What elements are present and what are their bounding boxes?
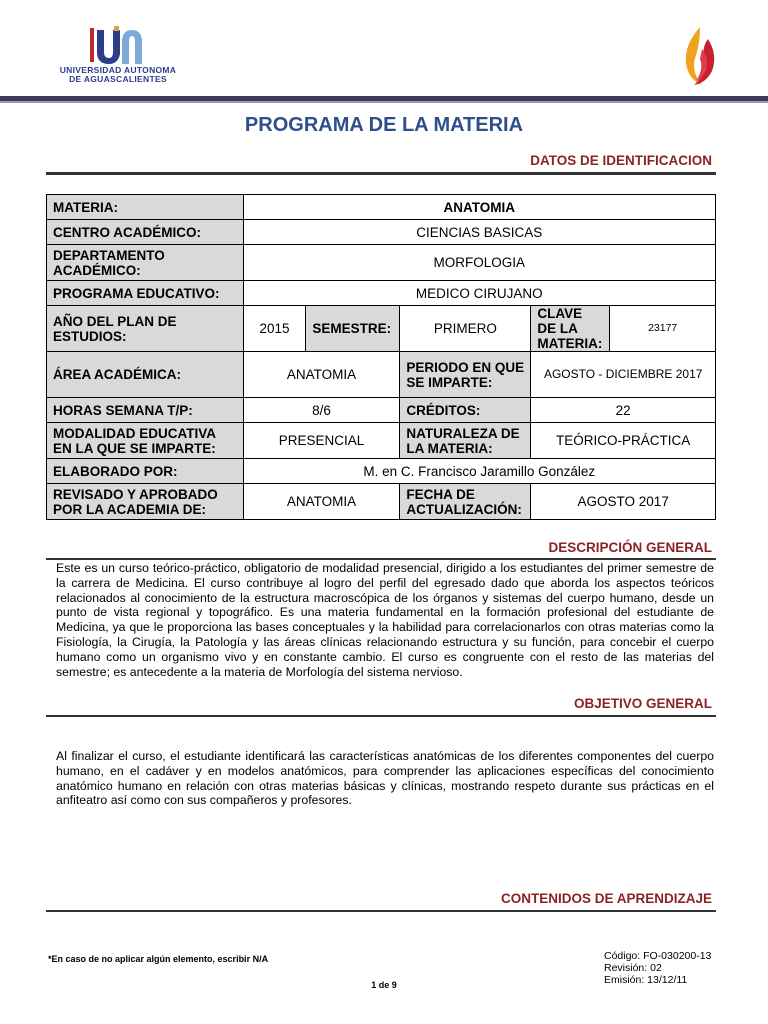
university-name: UNIVERSIDAD AUTONOMA DE AGUASCALIENTES xyxy=(59,65,177,84)
objetivo-paragraph: Al finalizar el curso, el estudiante identificará las características anatómicas de los diferentes componentes del cuerpo humano, en el cadáver y en modelos anatómicos, para comprender las aplicaciones específicas del conocimiento anatómico humano en relación con otras materias básicas y clínicas, mostrando respeto durante sus prácticas en el anfiteatro así como con sus compañeros y profesores. xyxy=(56,749,714,808)
revisado-label: REVISADO Y APROBADO POR LA ACADEMIA DE: xyxy=(47,484,244,520)
horas-label: HORAS SEMANA T/P: xyxy=(47,398,244,423)
programa-label: PROGRAMA EDUCATIVO: xyxy=(47,281,244,306)
section-contenidos-rule xyxy=(46,910,716,912)
table-row xyxy=(47,245,716,281)
flame-logo-icon xyxy=(678,25,720,87)
codigo-text: Código: FO-030200-13 xyxy=(604,950,712,962)
section-descripcion-heading: DESCRIPCIÓN GENERAL xyxy=(548,540,712,555)
naturaleza-value: TEÓRICO-PRÁCTICA xyxy=(531,423,716,459)
header-divider-light xyxy=(0,101,768,103)
fecha-value: AGOSTO 2017 xyxy=(531,484,716,520)
emision-text: Emisión: 13/12/11 xyxy=(604,974,688,986)
revisado-value: ANATOMIA xyxy=(243,484,400,520)
programa-value: MEDICO CIRUJANO xyxy=(243,281,715,306)
area-value: ANATOMIA xyxy=(243,352,400,398)
table-row xyxy=(47,281,716,306)
centro-value: CIENCIAS BASICAS xyxy=(243,220,715,245)
identification-table xyxy=(46,194,716,520)
revision-text: Revisión: 02 xyxy=(604,962,662,974)
page-title: PROGRAMA DE LA MATERIA xyxy=(244,114,524,136)
table-row xyxy=(47,306,716,352)
elaborado-label: ELABORADO POR: xyxy=(47,459,244,484)
semestre-value: PRIMERO xyxy=(400,306,531,352)
centro-label: CENTRO ACADÉMICO: xyxy=(47,220,244,245)
area-label: ÁREA ACADÉMICA: xyxy=(47,352,244,398)
plan-label: AÑO DEL PLAN DE ESTUDIOS: xyxy=(47,306,244,352)
naturaleza-label: NATURALEZA DE LA MATERIA: xyxy=(400,423,531,459)
creditos-value: 22 xyxy=(531,398,716,423)
section-contenidos-heading: CONTENIDOS DE APRENDIZAJE xyxy=(500,891,712,906)
modalidad-label: MODALIDAD EDUCATIVA EN LA QUE SE IMPARTE: xyxy=(47,423,244,459)
depto-value: MORFOLOGIA xyxy=(243,245,715,281)
plan-value: 2015 xyxy=(243,306,306,352)
creditos-label: CRÉDITOS: xyxy=(400,398,531,423)
fecha-label: FECHA DE ACTUALIZACIÓN: xyxy=(400,484,531,520)
table-row xyxy=(47,352,716,398)
modalidad-value: PRESENCIAL xyxy=(243,423,400,459)
document-codes xyxy=(604,950,711,986)
semestre-label: SEMESTRE: xyxy=(306,306,400,352)
section-datos-heading: DATOS DE IDENTIFICACION xyxy=(530,153,712,168)
clave-value: 23177 xyxy=(610,306,716,352)
horas-value: 8/6 xyxy=(243,398,400,423)
table-row xyxy=(47,459,716,484)
elaborado-value: M. en C. Francisco Jaramillo González xyxy=(243,459,715,484)
clave-label: CLAVE DE LA MATERIA: xyxy=(531,306,610,352)
materia-label: MATERIA: xyxy=(47,195,244,220)
table-row xyxy=(47,484,716,520)
periodo-label: PERIODO EN QUE SE IMPARTE: xyxy=(400,352,531,398)
section-objetivo-rule xyxy=(46,715,716,717)
materia-value: ANATOMIA xyxy=(243,195,715,220)
table-row xyxy=(47,423,716,459)
page-number: 1 de 9 xyxy=(371,980,397,990)
section-objetivo-heading: OBJETIVO GENERAL xyxy=(573,696,712,711)
section-descripcion-rule xyxy=(46,558,716,560)
descripcion-paragraph: Este es un curso teórico-práctico, obligatorio de modalidad presencial, dirigido a los estudiantes del primer semestre de la carrera de Medicina. El curso contribuye al logro del perfil del egresado dado que aborda los aspectos teóricos relacionados al conocimiento de la estructura macroscópica de los órganos y sistemas del cuerpo humano, desde un punto de vista regional y topográfico. Es una materia fundamental en la formación profesional del estudiante de Medicina, ya que le proporciona las bases conceptuales y la habilidad para correlacionarlos con otras materias como la Fisiología, la Cirugía, la Patología y las áreas clínicas relacionando estructura y su función, para concebir el cuerpo humano como un organismo vivo y en constante cambio. El curso es congruente con el resto de las materias del semestre; es antecedente a la materia de Morfología del sistema nervioso. xyxy=(56,561,714,679)
table-row xyxy=(47,220,716,245)
periodo-value: AGOSTO - DICIEMBRE 2017 xyxy=(531,352,716,398)
footer-note: *En caso de no aplicar algún elemento, escribir N/A xyxy=(48,954,269,964)
depto-label: DEPARTAMENTO ACADÉMICO: xyxy=(47,245,244,281)
table-row xyxy=(47,398,716,423)
section-datos-rule xyxy=(46,172,716,175)
table-row xyxy=(47,195,716,220)
